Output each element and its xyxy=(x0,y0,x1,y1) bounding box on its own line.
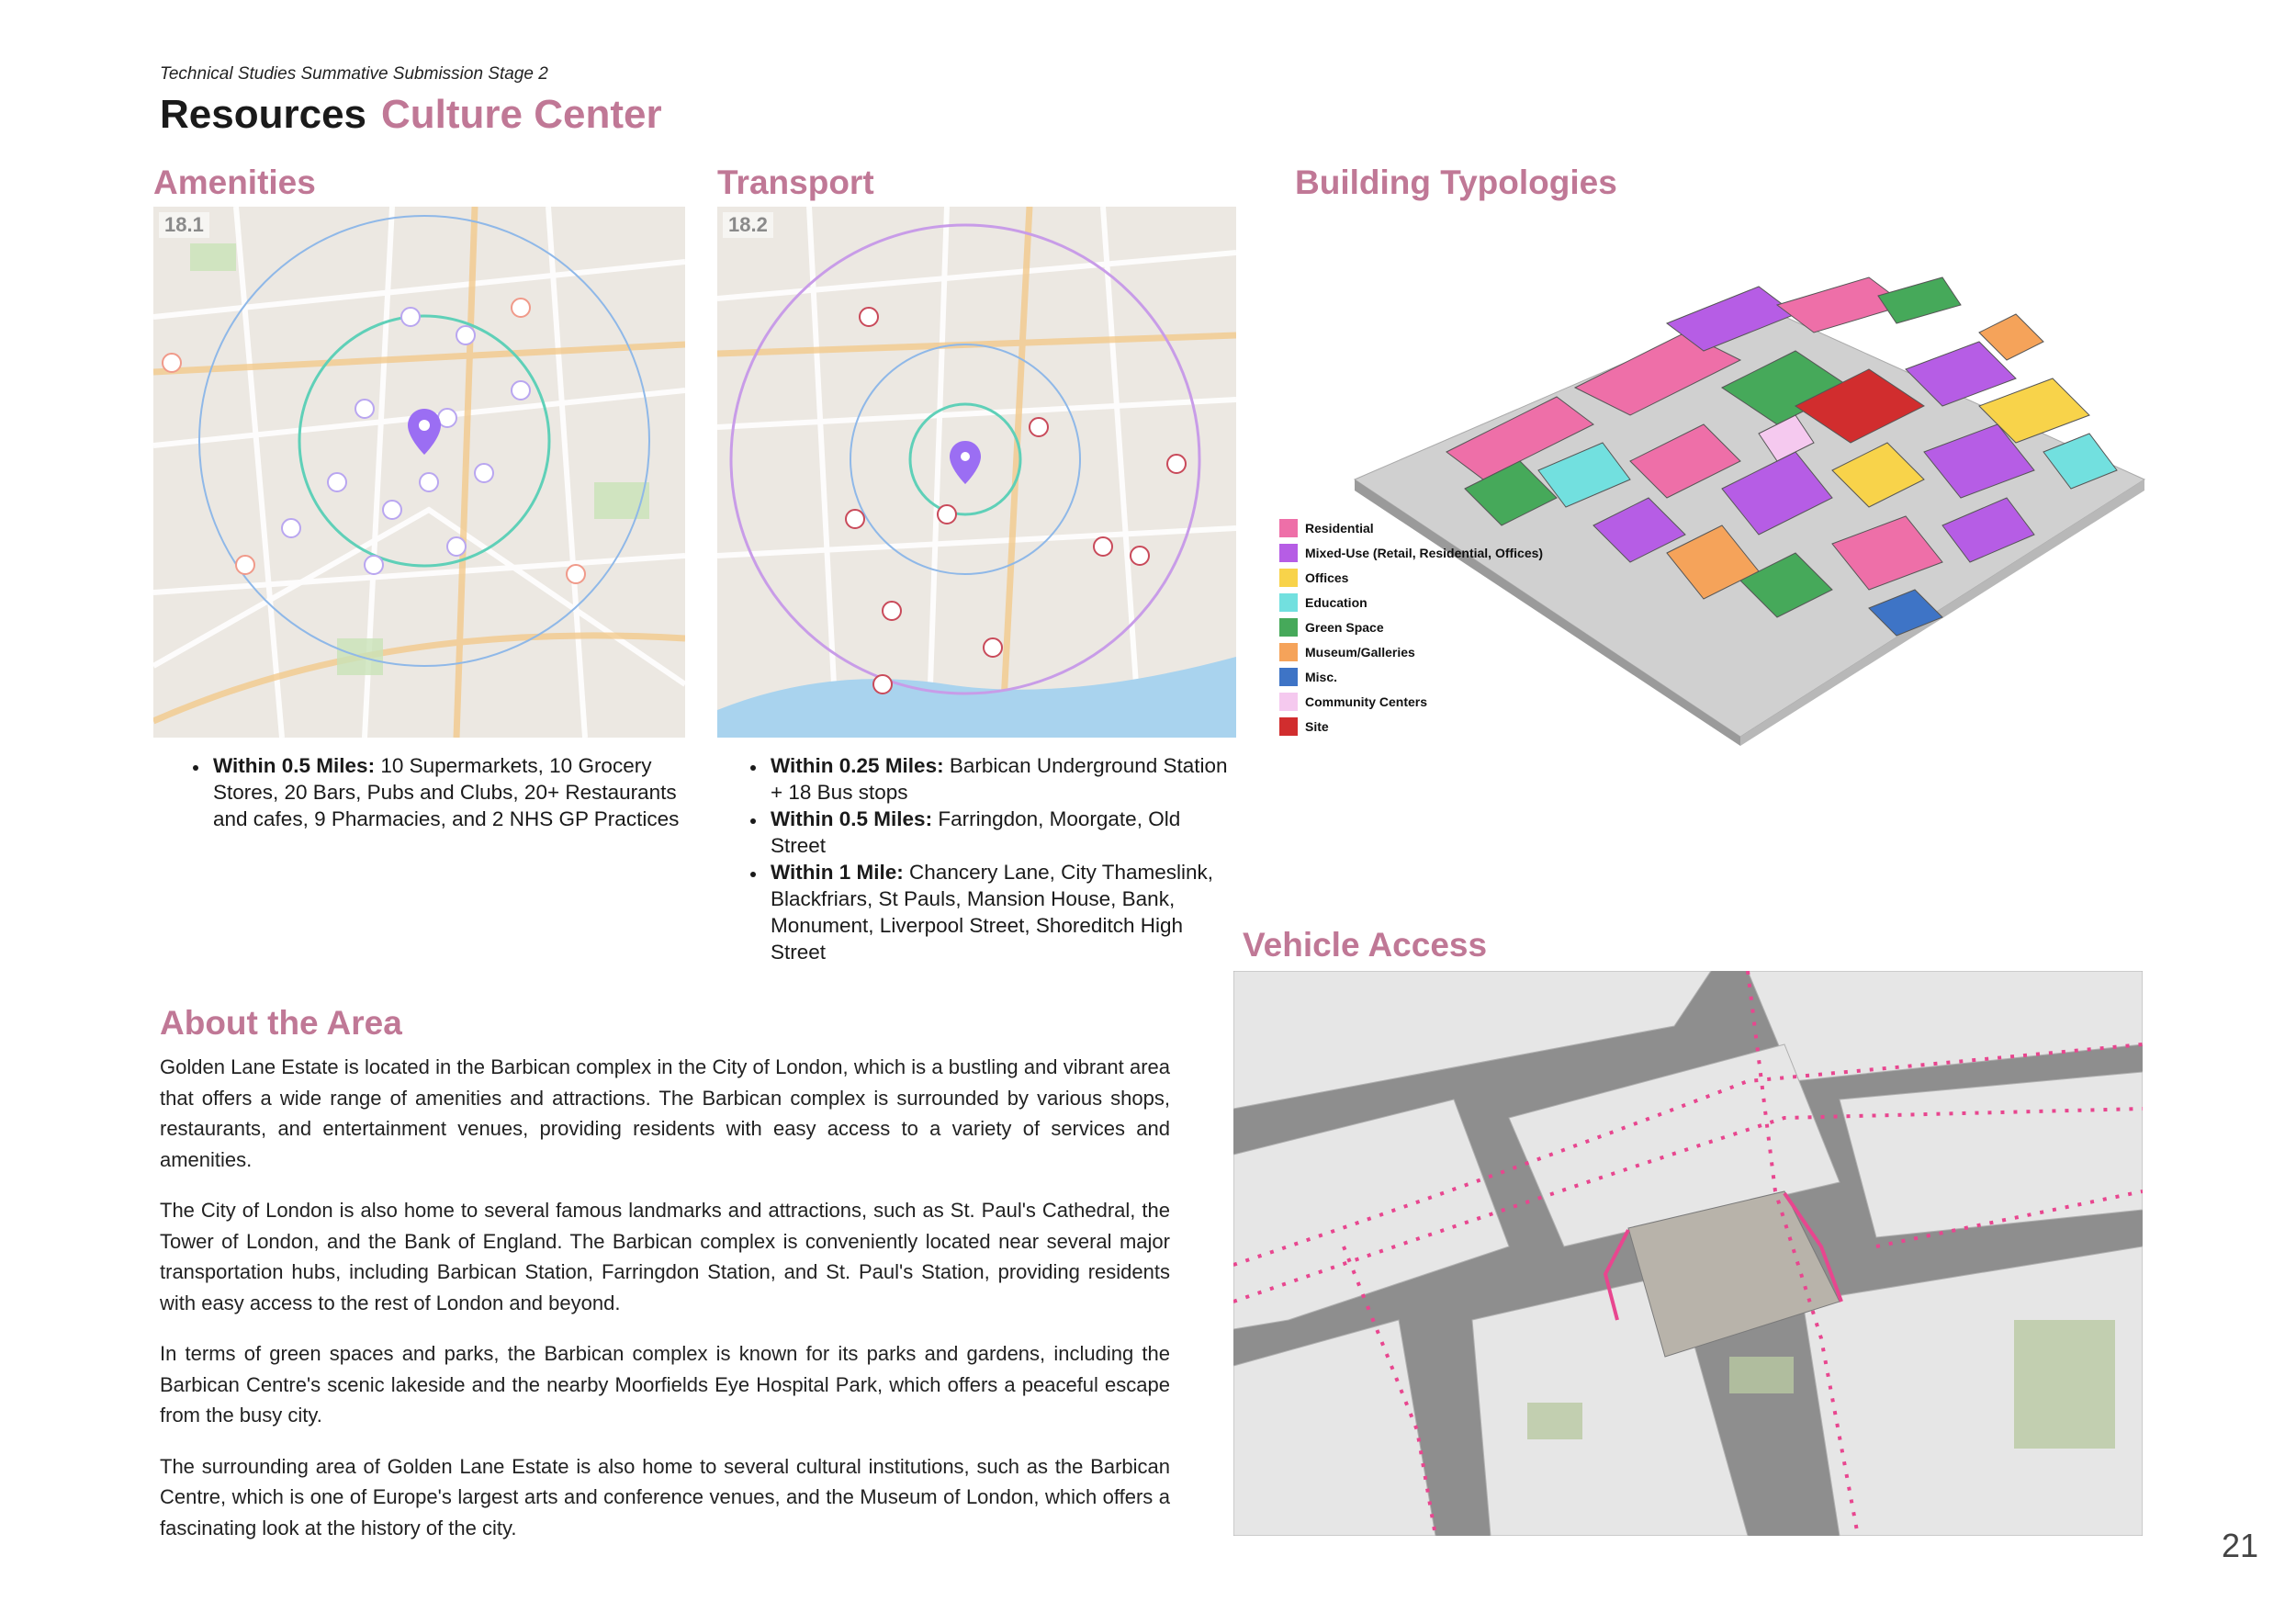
page-number: 21 xyxy=(2221,1527,2258,1564)
legend-swatch xyxy=(1279,668,1298,686)
legend-item-residential: Residential xyxy=(1279,515,1543,540)
vehicle-access-map-graphic xyxy=(1233,971,2143,1536)
page-title-main: Resources xyxy=(160,92,367,137)
list-item: • Within 1 Mile: Chancery Lane, City Thameslink, Blackfriars, St Pauls, Mansion House, Bank, Monument, Liverpool Street, Shoreditch High Street xyxy=(767,859,1237,965)
legend-item-green-space: Green Space xyxy=(1279,615,1543,639)
vehicle-access-map xyxy=(1233,971,2143,1536)
legend-swatch xyxy=(1279,717,1298,736)
list-item: • Within 0.5 Miles: 10 Supermarkets, 10 Grocery Stores, 20 Bars, Pubs and Clubs, 20+ Restaurants and cafes, 9 Pharmacies, and 2 NHS GP Practices xyxy=(209,752,689,832)
document-subtitle: Technical Studies Summative Submission Stage 2 xyxy=(160,64,548,84)
legend-item-site: Site xyxy=(1279,714,1543,739)
about-paragraph-4: The surrounding area of Golden Lane Estate is also home to several cultural institutions, such as the Barbican Centre, which is one of Europe's largest arts and conference venues, and the Museum of London, which offers a fascinating look at the history of the city. xyxy=(160,1454,1170,1539)
transport-map-graphic xyxy=(717,207,1236,738)
legend-item-misc: Misc. xyxy=(1279,664,1543,689)
transport-map xyxy=(717,207,1236,738)
about-paragraph-2: The City of London is also home to several famous landmarks and attractions, such as St. Paul's Cathedral, the Tower of London, and the Bank of England. The Barbican complex is conveniently located near several major transportation hubs, including Barbican Station, Farringdon Station, and St. Paul's Station, providing residents with easy access to the rest of London and beyond. xyxy=(160,1199,1170,1314)
about-paragraph-1: Golden Lane Estate is located in the Barbican complex in the City of London, which is a bustling and vibrant area that offers a wide range of amenities and attractions. The Barbican complex is surrounded by various shops, restaurants, and entertainment venues, providing residents with easy access to a variety of services and amenities. xyxy=(160,1055,1170,1171)
legend-swatch xyxy=(1279,693,1298,711)
legend-item-education: Education xyxy=(1279,590,1543,615)
legend-item-community-centers: Community Centers xyxy=(1279,689,1543,714)
legend-item-offices: Offices xyxy=(1279,565,1543,590)
list-item: • Within 0.5 Miles: Farringdon, Moorgate, Old Street xyxy=(767,806,1237,859)
list-item: • Within 0.25 Miles: Barbican Underground Station + 18 Bus stops xyxy=(767,752,1237,806)
transport-list xyxy=(723,752,1237,965)
legend-item-museum-galleries: Museum/Galleries xyxy=(1279,639,1543,664)
vehicle-access-heading: Vehicle Access xyxy=(1243,926,1488,964)
page-title-accent: Culture Center xyxy=(381,92,662,137)
amenities-map-tag: 18.1 xyxy=(159,212,209,238)
amenities-map-graphic xyxy=(153,207,685,738)
transport-heading: Transport xyxy=(717,164,874,201)
legend-swatch xyxy=(1279,593,1298,612)
legend-item-mixed-use: Mixed-Use (Retail, Residential, Offices) xyxy=(1279,540,1543,565)
about-paragraph-3: In terms of green spaces and parks, the Barbican complex is known for its parks and gardens, including the Barbican Centre's scenic lakeside and the nearby Moorfields Eye Hospital Park, which offers a peaceful escape from the busy city. xyxy=(160,1342,1170,1427)
legend-swatch xyxy=(1279,544,1298,562)
amenities-map xyxy=(153,207,685,738)
legend-swatch xyxy=(1279,618,1298,637)
legend-swatch xyxy=(1279,569,1298,587)
typologies-legend xyxy=(1279,515,1543,739)
legend-swatch xyxy=(1279,519,1298,537)
about-heading: About the Area xyxy=(160,1004,402,1042)
amenities-heading: Amenities xyxy=(153,164,316,201)
about-text xyxy=(160,1052,1170,1563)
amenities-list xyxy=(165,752,689,832)
typologies-heading: Building Typologies xyxy=(1295,164,1617,201)
transport-map-tag: 18.2 xyxy=(723,212,773,238)
page-title xyxy=(160,92,662,138)
legend-swatch xyxy=(1279,643,1298,661)
